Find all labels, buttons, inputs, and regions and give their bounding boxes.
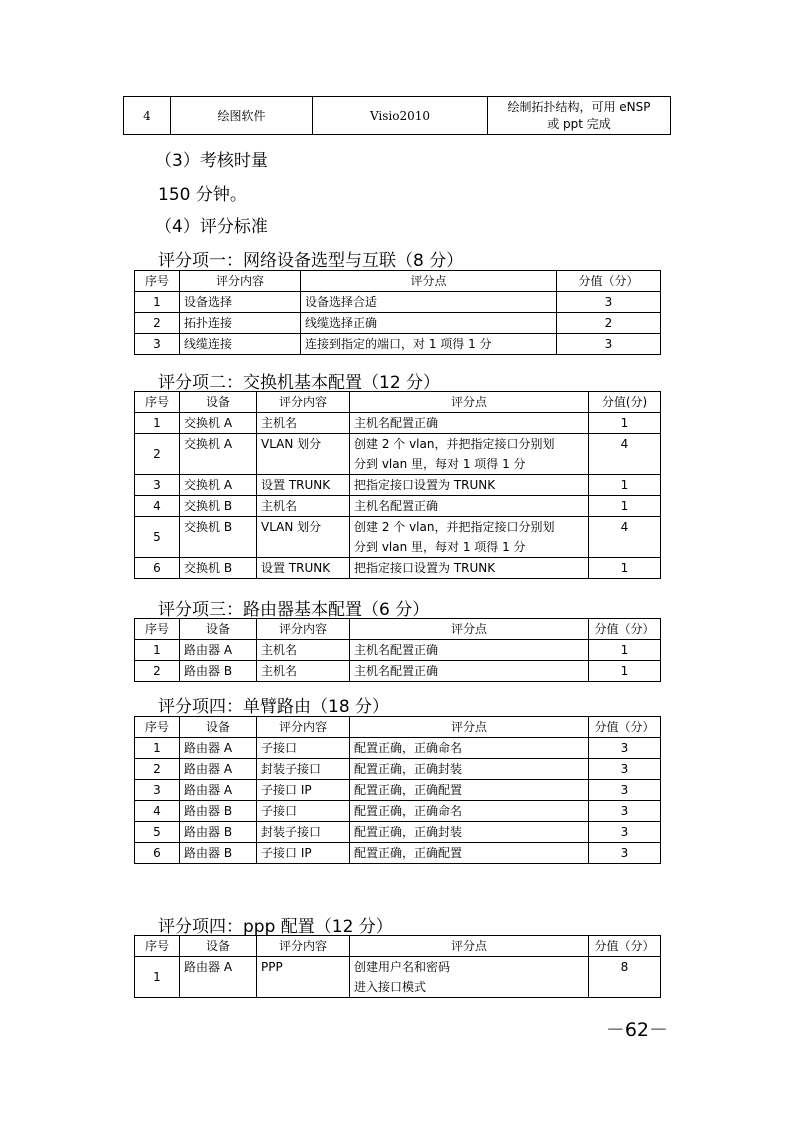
point-line-1: 创建 2 个 vlan，并把指定接口分别划 bbox=[354, 520, 555, 534]
table-row bbox=[135, 843, 661, 864]
header-content: 评分内容 bbox=[257, 619, 350, 640]
cell-score: 1 bbox=[589, 413, 661, 434]
cell-score: 1 bbox=[589, 558, 661, 579]
cell-device: 路由器 A bbox=[180, 780, 257, 801]
table-header-row bbox=[135, 271, 661, 292]
cell-content: 设置 TRUNK bbox=[257, 475, 350, 496]
header-device: 设备 bbox=[180, 717, 257, 738]
cell-point: 配置正确，正确封装 bbox=[350, 822, 589, 843]
cell-score: 1 bbox=[589, 661, 661, 682]
table-row bbox=[135, 434, 661, 475]
cell-content: PPP bbox=[257, 957, 350, 998]
item1-title: 评分项一：网络设备选型与互联（8 分） bbox=[158, 251, 464, 271]
cell-score: 2 bbox=[557, 313, 661, 334]
cell-no: 2 bbox=[135, 759, 180, 780]
table-row bbox=[135, 517, 661, 558]
header-no: 序号 bbox=[135, 271, 180, 292]
header-device: 设备 bbox=[180, 392, 257, 413]
cell-no: 1 bbox=[135, 738, 180, 759]
point-line-2: 分到 vlan 里，每对 1 项得 1 分 bbox=[354, 540, 526, 554]
cell-score: 1 bbox=[589, 640, 661, 661]
note-line-1: 绘制拓扑结构，可用 eNSP bbox=[507, 99, 651, 114]
header-score: 分值（分） bbox=[589, 936, 661, 957]
cell-device: 交换机 A bbox=[180, 475, 257, 496]
cell-point: 主机名配置正确 bbox=[350, 496, 589, 517]
point-line-1: 创建 2 个 vlan，并把指定接口分别划 bbox=[354, 437, 555, 451]
cell-device: 交换机 B bbox=[180, 517, 257, 558]
point-line-2: 分到 vlan 里，每对 1 项得 1 分 bbox=[354, 457, 526, 471]
cell-device: 路由器 A bbox=[180, 738, 257, 759]
cell-point: 配置正确，正确配置 bbox=[350, 843, 589, 864]
cell-no: 6 bbox=[135, 558, 180, 579]
cell-device: 交换机 A bbox=[180, 434, 257, 475]
header-content: 评分内容 bbox=[257, 936, 350, 957]
table-header-row bbox=[135, 936, 661, 957]
page-number: －62－ bbox=[605, 1019, 668, 1041]
cell-no: 4 bbox=[135, 496, 180, 517]
cell-content: 封装子接口 bbox=[257, 822, 350, 843]
cell-content: 封装子接口 bbox=[257, 759, 350, 780]
cell-score: 3 bbox=[589, 801, 661, 822]
cell-content: 主机名 bbox=[257, 661, 350, 682]
table-row bbox=[135, 661, 661, 682]
cell-content: 设置 TRUNK bbox=[257, 558, 350, 579]
item2-table bbox=[134, 391, 661, 579]
cell-no: 4 bbox=[124, 97, 171, 135]
cell-name: 绘图软件 bbox=[171, 97, 313, 135]
cell-point: 主机名配置正确 bbox=[350, 640, 589, 661]
cell-content: 子接口 bbox=[257, 738, 350, 759]
cell-content: VLAN 划分 bbox=[257, 434, 350, 475]
item3-title: 评分项三：路由器基本配置（6 分） bbox=[158, 600, 430, 620]
cell-content: 子接口 bbox=[257, 801, 350, 822]
cell-device: 交换机 B bbox=[180, 496, 257, 517]
header-content: 评分内容 bbox=[257, 392, 350, 413]
table-row bbox=[135, 801, 661, 822]
item4-title: 评分项四：单臂路由（18 分） bbox=[158, 697, 390, 717]
cell-content: 主机名 bbox=[257, 413, 350, 434]
cell-score: 1 bbox=[589, 496, 661, 517]
cell-device: 路由器 A bbox=[180, 957, 257, 998]
cell-content: 子接口 IP bbox=[257, 780, 350, 801]
cell-point: 配置正确，正确命名 bbox=[350, 738, 589, 759]
cell-device: 路由器 A bbox=[180, 759, 257, 780]
table-row bbox=[135, 413, 661, 434]
item5-table bbox=[134, 935, 661, 998]
item5-title: 评分项四：ppp 配置（12 分） bbox=[158, 917, 393, 937]
cell-score: 4 bbox=[589, 434, 661, 475]
cell-score: 3 bbox=[589, 738, 661, 759]
cell-point: 配置正确，正确配置 bbox=[350, 780, 589, 801]
cell-score: 8 bbox=[589, 957, 661, 998]
table-row bbox=[135, 496, 661, 517]
header-device: 设备 bbox=[180, 936, 257, 957]
header-no: 序号 bbox=[135, 392, 180, 413]
table-row bbox=[135, 822, 661, 843]
cell-device: 路由器 A bbox=[180, 640, 257, 661]
item4-table bbox=[134, 716, 661, 864]
cell-no: 2 bbox=[135, 313, 180, 334]
header-content: 评分内容 bbox=[180, 271, 301, 292]
table-row bbox=[135, 759, 661, 780]
cell-score: 1 bbox=[589, 475, 661, 496]
cell-version: Visio2010 bbox=[313, 97, 488, 135]
table-header-row bbox=[135, 392, 661, 413]
table-row bbox=[135, 738, 661, 759]
cell-no: 6 bbox=[135, 843, 180, 864]
cell-point: 把指定接口设置为 TRUNK bbox=[350, 475, 589, 496]
cell-device: 路由器 B bbox=[180, 843, 257, 864]
cell-score: 3 bbox=[557, 334, 661, 355]
cell-no: 1 bbox=[135, 413, 180, 434]
table-row bbox=[135, 640, 661, 661]
note-line-2: 或 ppt 完成 bbox=[547, 116, 611, 131]
cell-content: 拓扑连接 bbox=[180, 313, 301, 334]
cell-score: 3 bbox=[589, 759, 661, 780]
cell-no: 2 bbox=[135, 434, 180, 475]
table-row bbox=[135, 313, 661, 334]
cell-device: 交换机 A bbox=[180, 413, 257, 434]
cell-no: 1 bbox=[135, 292, 180, 313]
cell-device: 路由器 B bbox=[180, 661, 257, 682]
cell-score: 3 bbox=[557, 292, 661, 313]
cell-point bbox=[350, 434, 589, 475]
cell-point: 配置正确，正确命名 bbox=[350, 801, 589, 822]
header-content: 评分内容 bbox=[257, 717, 350, 738]
cell-no: 5 bbox=[135, 517, 180, 558]
header-score: 分值（分） bbox=[557, 271, 661, 292]
header-point: 评分点 bbox=[301, 271, 557, 292]
cell-content: 子接口 IP bbox=[257, 843, 350, 864]
header-point: 评分点 bbox=[350, 936, 589, 957]
cell-content: 主机名 bbox=[257, 496, 350, 517]
criteria-heading: （4）评分标准 bbox=[155, 217, 268, 237]
item1-table bbox=[134, 270, 661, 355]
table-header-row bbox=[135, 717, 661, 738]
cell-score: 3 bbox=[589, 822, 661, 843]
table-row bbox=[135, 334, 661, 355]
header-score: 分值（分） bbox=[589, 717, 661, 738]
cell-point: 把指定接口设置为 TRUNK bbox=[350, 558, 589, 579]
header-no: 序号 bbox=[135, 936, 180, 957]
header-device: 设备 bbox=[180, 619, 257, 640]
cell-device: 路由器 B bbox=[180, 822, 257, 843]
cell-score: 3 bbox=[589, 780, 661, 801]
header-score: 分值（分） bbox=[589, 619, 661, 640]
software-table bbox=[123, 96, 671, 135]
cell-no: 2 bbox=[135, 661, 180, 682]
table-row bbox=[135, 475, 661, 496]
point-line-1: 创建用户名和密码 bbox=[354, 960, 451, 974]
header-point: 评分点 bbox=[350, 619, 589, 640]
cell-point: 设备选择合适 bbox=[301, 292, 557, 313]
header-no: 序号 bbox=[135, 619, 180, 640]
cell-no: 3 bbox=[135, 475, 180, 496]
table-row bbox=[135, 292, 661, 313]
cell-point: 主机名配置正确 bbox=[350, 661, 589, 682]
table-row bbox=[135, 558, 661, 579]
item2-title: 评分项二：交换机基本配置（12 分） bbox=[158, 373, 441, 393]
cell-point bbox=[350, 957, 589, 998]
header-point: 评分点 bbox=[350, 717, 589, 738]
point-line-2: 进入接口模式 bbox=[354, 980, 427, 994]
cell-point: 配置正确，正确封装 bbox=[350, 759, 589, 780]
cell-no: 3 bbox=[135, 334, 180, 355]
cell-no: 1 bbox=[135, 640, 180, 661]
cell-no: 5 bbox=[135, 822, 180, 843]
cell-point: 连接到指定的端口，对 1 项得 1 分 bbox=[301, 334, 557, 355]
header-score: 分值(分) bbox=[589, 392, 661, 413]
cell-content: 主机名 bbox=[257, 640, 350, 661]
header-no: 序号 bbox=[135, 717, 180, 738]
cell-no: 4 bbox=[135, 801, 180, 822]
cell-content: 线缆连接 bbox=[180, 334, 301, 355]
cell-content: 设备选择 bbox=[180, 292, 301, 313]
cell-score: 3 bbox=[589, 843, 661, 864]
cell-note bbox=[488, 97, 671, 135]
cell-point: 主机名配置正确 bbox=[350, 413, 589, 434]
table-row bbox=[124, 97, 671, 135]
time-value: 150 分钟。 bbox=[158, 185, 247, 205]
cell-no: 1 bbox=[135, 957, 180, 998]
cell-point: 线缆选择正确 bbox=[301, 313, 557, 334]
cell-device: 路由器 B bbox=[180, 801, 257, 822]
cell-content: VLAN 划分 bbox=[257, 517, 350, 558]
cell-point bbox=[350, 517, 589, 558]
header-point: 评分点 bbox=[350, 392, 589, 413]
item3-table bbox=[134, 618, 661, 682]
time-heading: （3）考核时量 bbox=[155, 151, 268, 171]
table-row bbox=[135, 957, 661, 998]
table-header-row bbox=[135, 619, 661, 640]
cell-score: 4 bbox=[589, 517, 661, 558]
cell-device: 交换机 B bbox=[180, 558, 257, 579]
table-row bbox=[135, 780, 661, 801]
cell-no: 3 bbox=[135, 780, 180, 801]
